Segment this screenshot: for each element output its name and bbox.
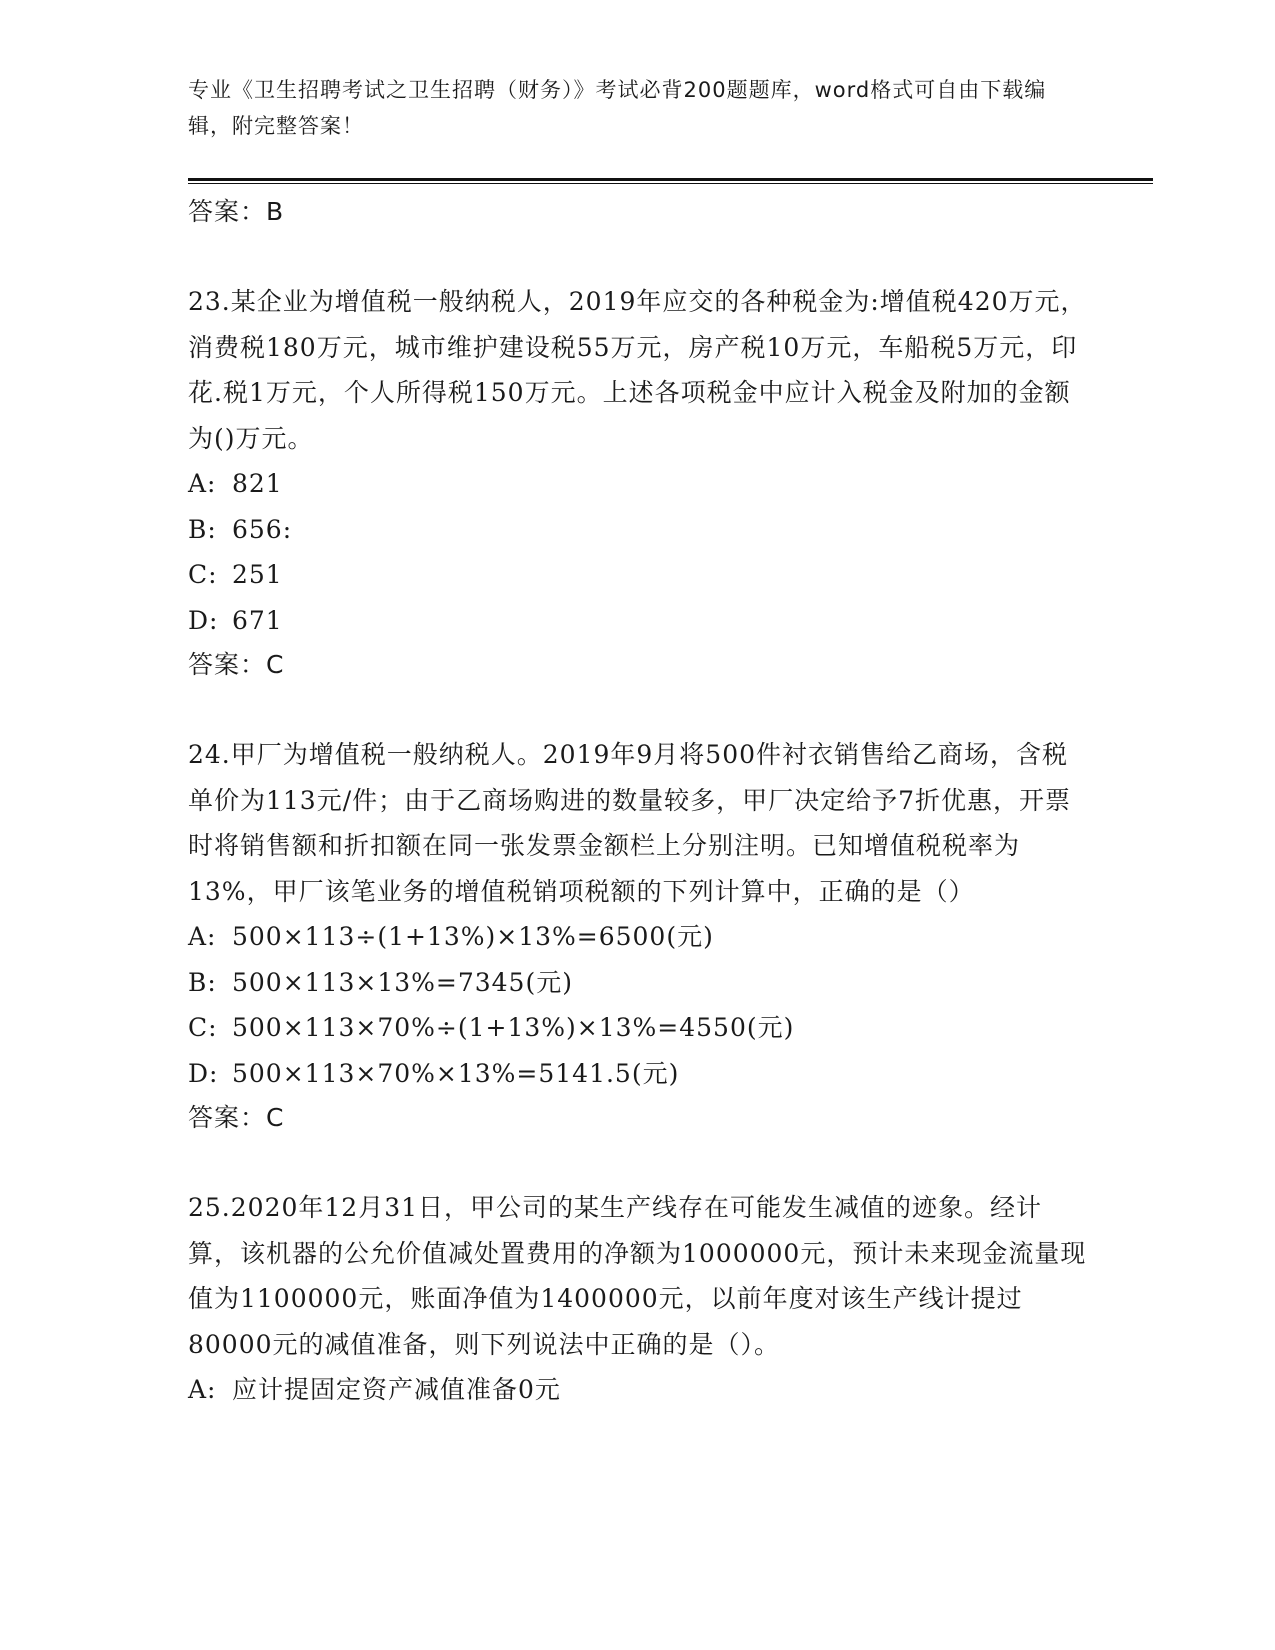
option-a [188, 914, 1088, 960]
answer-line: 答案：B [188, 197, 285, 226]
question-24 [188, 732, 1088, 1140]
option-text: 656: [232, 514, 293, 544]
option-text: 500×113×70%×13%=5141.5(元) [232, 1058, 680, 1088]
option-label: A: [188, 469, 217, 498]
option-a [188, 461, 1088, 507]
question-text: 23.某企业为增值税一般纳税人，2019年应交的各种税金为:增值税420万元，消费税180万元，城市维护建设税55万元，房产税10万元，车船税5万元，印花.税1万元，个人所得税150万元。上述各项税金中应计入税金及附加的金额为()万元。 [188, 287, 1087, 453]
option-text: 500×113×70%÷(1+13%)×13%=4550(元) [232, 1013, 795, 1042]
option-label: D: [188, 1058, 219, 1088]
page-header [188, 72, 1068, 144]
option-label: B: [188, 967, 217, 997]
option-text: 500×113÷(1+13%)×13%=6500(元) [232, 922, 714, 951]
question-text: 24.甲厂为增值税一般纳税人。2019年9月将500件衬衣销售给乙商场，含税单价为113元/件；由于乙商场购进的数量较多，甲厂决定给予7折优惠，开票时将销售额和折扣额在同一张发票金额栏上分别注明。已知增值税税率为13%，甲厂该笔业务的增值税销项税额的下列计算中，正确的是（） [188, 740, 1072, 906]
document-title: 专业《卫生招聘考试之卫生招聘（财务）》考试必背200题题库，word格式可自由下载编辑，附完整答案！ [188, 78, 1047, 138]
option-label: C: [188, 1013, 218, 1042]
answer-line: 答案：C [188, 1103, 285, 1132]
option-text: 251 [232, 560, 283, 589]
option-label: D: [188, 605, 219, 635]
option-d [188, 1051, 1088, 1097]
option-label: A: [188, 1375, 217, 1404]
option-d [188, 598, 1088, 644]
header-divider [188, 178, 1153, 184]
option-label: B: [188, 514, 217, 544]
question-23 [188, 279, 1088, 687]
question-text: 25.2020年12月31日，甲公司的某生产线存在可能发生减值的迹象。经计算，该机器的公允价值减处置费用的净额为1000000元，预计未来现金流量现值为1100000元，账面净值为1400000元，以前年度对该生产线计提过80000元的减值准备，则下列说法中正确的是（）。 [188, 1193, 1087, 1359]
option-text: 500×113×13%=7345(元) [232, 967, 573, 997]
option-c [188, 1005, 1088, 1051]
question-25 [188, 1185, 1088, 1413]
option-c [188, 552, 1088, 598]
option-a [188, 1367, 1088, 1413]
option-text: 671 [232, 605, 283, 635]
option-label: C: [188, 560, 218, 589]
option-b [188, 960, 1088, 1006]
option-label: A: [188, 922, 217, 951]
option-b [188, 507, 1088, 553]
option-text: 应计提固定资产减值准备0元 [232, 1375, 561, 1404]
document-body [188, 190, 1088, 1413]
answer-line: 答案：C [188, 650, 285, 679]
option-text: 821 [232, 469, 283, 498]
